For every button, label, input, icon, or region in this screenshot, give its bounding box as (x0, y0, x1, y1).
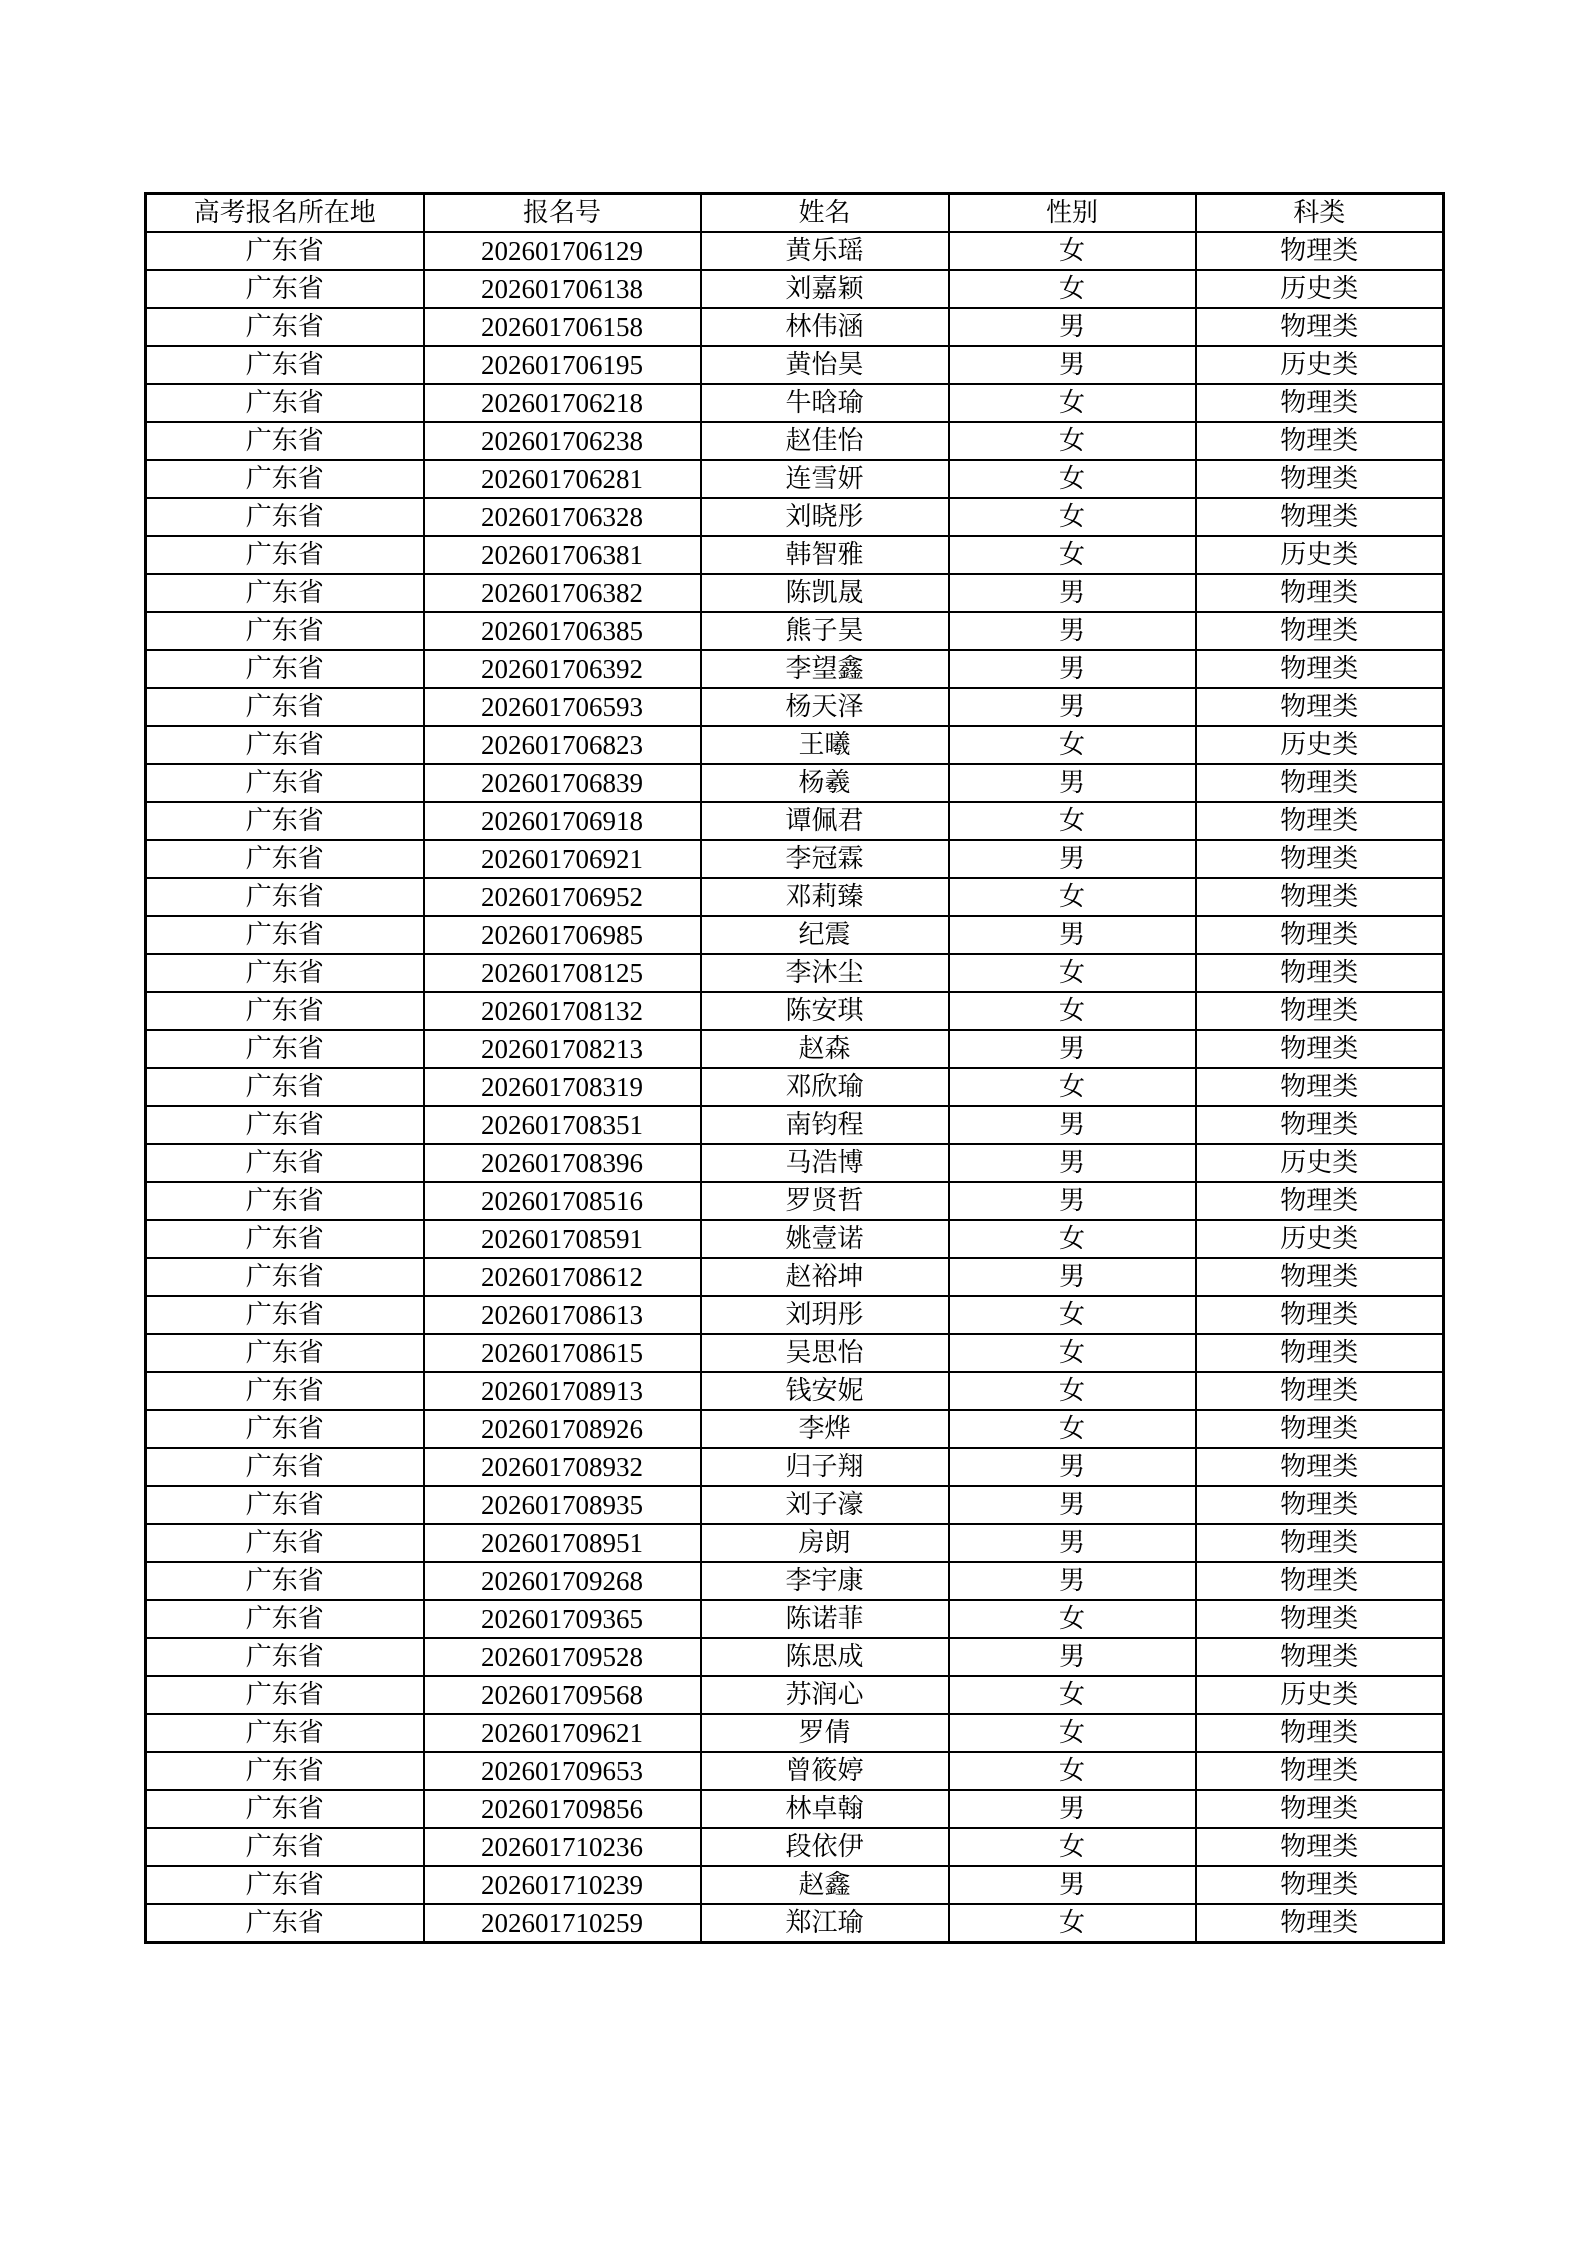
cell-gender: 男 (949, 916, 1196, 954)
cell-name: 连雪妍 (701, 460, 949, 498)
table-header-row (146, 194, 1444, 233)
cell-location: 广东省 (146, 574, 424, 612)
cell-gender: 女 (949, 1296, 1196, 1334)
cell-registration-number: 202601706382 (424, 574, 701, 612)
cell-gender: 男 (949, 1562, 1196, 1600)
cell-name: 熊子昊 (701, 612, 949, 650)
cell-gender: 男 (949, 1030, 1196, 1068)
cell-registration-number: 202601708125 (424, 954, 701, 992)
table-row (146, 764, 1444, 802)
cell-name: 邓莉臻 (701, 878, 949, 916)
table-row (146, 840, 1444, 878)
cell-registration-number: 202601706238 (424, 422, 701, 460)
cell-gender: 男 (949, 1258, 1196, 1296)
cell-subject-category: 物理类 (1196, 574, 1444, 612)
cell-gender: 女 (949, 1220, 1196, 1258)
cell-gender: 男 (949, 612, 1196, 650)
cell-gender: 女 (949, 270, 1196, 308)
cell-registration-number: 202601706218 (424, 384, 701, 422)
cell-subject-category: 物理类 (1196, 1752, 1444, 1790)
candidate-table (144, 192, 1445, 1944)
cell-registration-number: 202601710259 (424, 1904, 701, 1943)
cell-location: 广东省 (146, 346, 424, 384)
cell-location: 广东省 (146, 1562, 424, 1600)
cell-registration-number: 202601706328 (424, 498, 701, 536)
cell-registration-number: 202601706392 (424, 650, 701, 688)
table-row (146, 574, 1444, 612)
cell-name: 杨羲 (701, 764, 949, 802)
table-row (146, 384, 1444, 422)
cell-location: 广东省 (146, 1030, 424, 1068)
cell-location: 广东省 (146, 1714, 424, 1752)
cell-gender: 女 (949, 1714, 1196, 1752)
cell-location: 广东省 (146, 1410, 424, 1448)
table-row (146, 1372, 1444, 1410)
table-row (146, 1334, 1444, 1372)
cell-gender: 男 (949, 1448, 1196, 1486)
cell-subject-category: 物理类 (1196, 840, 1444, 878)
table-row (146, 460, 1444, 498)
cell-location: 广东省 (146, 498, 424, 536)
cell-subject-category: 物理类 (1196, 1600, 1444, 1638)
cell-registration-number: 202601706952 (424, 878, 701, 916)
cell-name: 赵裕坤 (701, 1258, 949, 1296)
cell-name: 陈凯晟 (701, 574, 949, 612)
cell-gender: 女 (949, 726, 1196, 764)
cell-gender: 女 (949, 1904, 1196, 1943)
cell-location: 广东省 (146, 1182, 424, 1220)
table-row (146, 1296, 1444, 1334)
table-row (146, 498, 1444, 536)
cell-subject-category: 历史类 (1196, 346, 1444, 384)
cell-name: 刘晓彤 (701, 498, 949, 536)
table-row (146, 1144, 1444, 1182)
cell-registration-number: 202601706593 (424, 688, 701, 726)
cell-gender: 女 (949, 1600, 1196, 1638)
cell-location: 广东省 (146, 688, 424, 726)
table-row (146, 308, 1444, 346)
cell-name: 李沐尘 (701, 954, 949, 992)
cell-gender: 女 (949, 498, 1196, 536)
cell-name: 黄怡昊 (701, 346, 949, 384)
cell-registration-number: 202601709568 (424, 1676, 701, 1714)
cell-name: 刘嘉颖 (701, 270, 949, 308)
cell-location: 广东省 (146, 1638, 424, 1676)
table-row (146, 1752, 1444, 1790)
cell-name: 郑江瑜 (701, 1904, 949, 1943)
table-row (146, 992, 1444, 1030)
cell-name: 房朗 (701, 1524, 949, 1562)
cell-name: 陈安琪 (701, 992, 949, 1030)
cell-gender: 男 (949, 1144, 1196, 1182)
cell-subject-category: 物理类 (1196, 1372, 1444, 1410)
cell-gender: 女 (949, 954, 1196, 992)
cell-subject-category: 物理类 (1196, 1448, 1444, 1486)
cell-registration-number: 202601709365 (424, 1600, 701, 1638)
cell-gender: 男 (949, 1866, 1196, 1904)
header-name: 姓名 (701, 194, 949, 233)
cell-gender: 女 (949, 802, 1196, 840)
table-row (146, 1828, 1444, 1866)
table-row (146, 270, 1444, 308)
table-row (146, 1106, 1444, 1144)
cell-gender: 女 (949, 232, 1196, 270)
cell-name: 姚壹诺 (701, 1220, 949, 1258)
cell-name: 刘玥彤 (701, 1296, 949, 1334)
table-row (146, 1448, 1444, 1486)
cell-registration-number: 202601708591 (424, 1220, 701, 1258)
cell-gender: 女 (949, 878, 1196, 916)
cell-location: 广东省 (146, 1790, 424, 1828)
cell-name: 牛晗瑜 (701, 384, 949, 422)
cell-subject-category: 物理类 (1196, 1904, 1444, 1943)
cell-gender: 女 (949, 422, 1196, 460)
cell-subject-category: 历史类 (1196, 536, 1444, 574)
cell-gender: 女 (949, 1410, 1196, 1448)
cell-location: 广东省 (146, 1144, 424, 1182)
cell-name: 李烨 (701, 1410, 949, 1448)
cell-subject-category: 物理类 (1196, 1562, 1444, 1600)
cell-name: 李望鑫 (701, 650, 949, 688)
cell-location: 广东省 (146, 1828, 424, 1866)
cell-name: 赵佳怡 (701, 422, 949, 460)
cell-gender: 男 (949, 308, 1196, 346)
table-row (146, 1030, 1444, 1068)
cell-location: 广东省 (146, 650, 424, 688)
cell-location: 广东省 (146, 270, 424, 308)
cell-subject-category: 物理类 (1196, 992, 1444, 1030)
cell-registration-number: 202601709268 (424, 1562, 701, 1600)
table-row (146, 536, 1444, 574)
cell-registration-number: 202601706138 (424, 270, 701, 308)
table-row (146, 422, 1444, 460)
cell-name: 纪震 (701, 916, 949, 954)
cell-registration-number: 202601706195 (424, 346, 701, 384)
cell-subject-category: 物理类 (1196, 1334, 1444, 1372)
cell-registration-number: 202601708319 (424, 1068, 701, 1106)
cell-gender: 女 (949, 536, 1196, 574)
header-subject-category: 科类 (1196, 194, 1444, 233)
cell-gender: 女 (949, 1068, 1196, 1106)
cell-location: 广东省 (146, 612, 424, 650)
header-registration-number: 报名号 (424, 194, 701, 233)
cell-subject-category: 历史类 (1196, 1144, 1444, 1182)
cell-name: 杨天泽 (701, 688, 949, 726)
cell-subject-category: 物理类 (1196, 1524, 1444, 1562)
cell-registration-number: 202601708932 (424, 1448, 701, 1486)
table-row (146, 1714, 1444, 1752)
cell-location: 广东省 (146, 954, 424, 992)
cell-location: 广东省 (146, 1600, 424, 1638)
table-row (146, 1524, 1444, 1562)
cell-gender: 女 (949, 1828, 1196, 1866)
cell-name: 段依伊 (701, 1828, 949, 1866)
cell-registration-number: 202601706823 (424, 726, 701, 764)
table-row (146, 232, 1444, 270)
cell-name: 黄乐瑶 (701, 232, 949, 270)
cell-location: 广东省 (146, 802, 424, 840)
cell-subject-category: 物理类 (1196, 1828, 1444, 1866)
cell-registration-number: 202601708516 (424, 1182, 701, 1220)
cell-gender: 女 (949, 992, 1196, 1030)
cell-location: 广东省 (146, 878, 424, 916)
cell-gender: 男 (949, 1638, 1196, 1676)
cell-name: 钱安妮 (701, 1372, 949, 1410)
cell-name: 李冠霖 (701, 840, 949, 878)
cell-registration-number: 202601708613 (424, 1296, 701, 1334)
cell-registration-number: 202601708926 (424, 1410, 701, 1448)
cell-gender: 男 (949, 1790, 1196, 1828)
header-gender: 性别 (949, 194, 1196, 233)
cell-gender: 男 (949, 1486, 1196, 1524)
table-row (146, 1600, 1444, 1638)
cell-registration-number: 202601706985 (424, 916, 701, 954)
cell-gender: 男 (949, 1182, 1196, 1220)
cell-name: 邓欣瑜 (701, 1068, 949, 1106)
cell-registration-number: 202601706158 (424, 308, 701, 346)
cell-name: 韩智雅 (701, 536, 949, 574)
cell-location: 广东省 (146, 992, 424, 1030)
cell-location: 广东省 (146, 1904, 424, 1943)
cell-gender: 男 (949, 1106, 1196, 1144)
cell-name: 谭佩君 (701, 802, 949, 840)
cell-subject-category: 物理类 (1196, 1106, 1444, 1144)
cell-location: 广东省 (146, 1106, 424, 1144)
table-row (146, 346, 1444, 384)
cell-subject-category: 物理类 (1196, 308, 1444, 346)
cell-location: 广东省 (146, 384, 424, 422)
cell-subject-category: 物理类 (1196, 232, 1444, 270)
cell-registration-number: 202601708132 (424, 992, 701, 1030)
cell-name: 吴思怡 (701, 1334, 949, 1372)
cell-gender: 男 (949, 840, 1196, 878)
cell-location: 广东省 (146, 460, 424, 498)
table-row (146, 1638, 1444, 1676)
cell-subject-category: 物理类 (1196, 688, 1444, 726)
table-row (146, 1866, 1444, 1904)
cell-name: 曾筱婷 (701, 1752, 949, 1790)
cell-name: 赵鑫 (701, 1866, 949, 1904)
cell-name: 王曦 (701, 726, 949, 764)
cell-registration-number: 202601706129 (424, 232, 701, 270)
cell-subject-category: 历史类 (1196, 270, 1444, 308)
cell-location: 广东省 (146, 1068, 424, 1106)
cell-name: 苏润心 (701, 1676, 949, 1714)
cell-location: 广东省 (146, 232, 424, 270)
table-row (146, 1486, 1444, 1524)
cell-registration-number: 202601706918 (424, 802, 701, 840)
cell-name: 马浩博 (701, 1144, 949, 1182)
table-row (146, 612, 1444, 650)
cell-registration-number: 202601709856 (424, 1790, 701, 1828)
cell-gender: 男 (949, 1524, 1196, 1562)
table-row (146, 650, 1444, 688)
cell-location: 广东省 (146, 1296, 424, 1334)
cell-subject-category: 物理类 (1196, 954, 1444, 992)
cell-subject-category: 物理类 (1196, 460, 1444, 498)
cell-location: 广东省 (146, 422, 424, 460)
cell-subject-category: 物理类 (1196, 1486, 1444, 1524)
cell-name: 李宇康 (701, 1562, 949, 1600)
cell-gender: 男 (949, 688, 1196, 726)
cell-gender: 女 (949, 460, 1196, 498)
cell-gender: 女 (949, 1372, 1196, 1410)
cell-subject-category: 物理类 (1196, 650, 1444, 688)
cell-gender: 男 (949, 764, 1196, 802)
table-row (146, 954, 1444, 992)
cell-name: 赵森 (701, 1030, 949, 1068)
cell-subject-category: 物理类 (1196, 1068, 1444, 1106)
table-row (146, 1258, 1444, 1296)
cell-location: 广东省 (146, 1372, 424, 1410)
table-row (146, 726, 1444, 764)
cell-location: 广东省 (146, 1676, 424, 1714)
cell-name: 罗倩 (701, 1714, 949, 1752)
cell-subject-category: 历史类 (1196, 1676, 1444, 1714)
table-row (146, 1068, 1444, 1106)
cell-name: 林卓翰 (701, 1790, 949, 1828)
table-row (146, 1220, 1444, 1258)
cell-location: 广东省 (146, 1486, 424, 1524)
cell-name: 陈思成 (701, 1638, 949, 1676)
cell-subject-category: 物理类 (1196, 764, 1444, 802)
cell-location: 广东省 (146, 1258, 424, 1296)
cell-registration-number: 202601709653 (424, 1752, 701, 1790)
cell-gender: 男 (949, 346, 1196, 384)
cell-registration-number: 202601706839 (424, 764, 701, 802)
cell-gender: 女 (949, 1334, 1196, 1372)
cell-registration-number: 202601708951 (424, 1524, 701, 1562)
cell-subject-category: 物理类 (1196, 1410, 1444, 1448)
cell-registration-number: 202601709528 (424, 1638, 701, 1676)
cell-subject-category: 物理类 (1196, 1258, 1444, 1296)
table-row (146, 688, 1444, 726)
cell-location: 广东省 (146, 1524, 424, 1562)
cell-gender: 男 (949, 574, 1196, 612)
table-row (146, 878, 1444, 916)
cell-location: 广东省 (146, 1866, 424, 1904)
cell-name: 陈诺菲 (701, 1600, 949, 1638)
cell-location: 广东省 (146, 1334, 424, 1372)
cell-subject-category: 历史类 (1196, 1220, 1444, 1258)
cell-gender: 女 (949, 1676, 1196, 1714)
cell-registration-number: 202601708396 (424, 1144, 701, 1182)
table-row (146, 802, 1444, 840)
header-location: 高考报名所在地 (146, 194, 424, 233)
cell-subject-category: 物理类 (1196, 498, 1444, 536)
cell-subject-category: 物理类 (1196, 612, 1444, 650)
cell-subject-category: 物理类 (1196, 384, 1444, 422)
table-row (146, 916, 1444, 954)
cell-registration-number: 202601706281 (424, 460, 701, 498)
cell-subject-category: 物理类 (1196, 802, 1444, 840)
cell-gender: 男 (949, 650, 1196, 688)
cell-registration-number: 202601708351 (424, 1106, 701, 1144)
cell-registration-number: 202601708612 (424, 1258, 701, 1296)
cell-name: 南钧程 (701, 1106, 949, 1144)
cell-subject-category: 物理类 (1196, 1638, 1444, 1676)
cell-subject-category: 历史类 (1196, 726, 1444, 764)
cell-subject-category: 物理类 (1196, 878, 1444, 916)
cell-name: 罗贤哲 (701, 1182, 949, 1220)
cell-location: 广东省 (146, 536, 424, 574)
cell-registration-number: 202601708913 (424, 1372, 701, 1410)
cell-subject-category: 物理类 (1196, 916, 1444, 954)
table-row (146, 1904, 1444, 1943)
cell-subject-category: 物理类 (1196, 1296, 1444, 1334)
cell-subject-category: 物理类 (1196, 1790, 1444, 1828)
cell-registration-number: 202601706385 (424, 612, 701, 650)
cell-location: 广东省 (146, 1752, 424, 1790)
cell-registration-number: 202601708615 (424, 1334, 701, 1372)
cell-registration-number: 202601710239 (424, 1866, 701, 1904)
cell-name: 林伟涵 (701, 308, 949, 346)
cell-location: 广东省 (146, 1220, 424, 1258)
cell-subject-category: 物理类 (1196, 1714, 1444, 1752)
table-row (146, 1676, 1444, 1714)
cell-subject-category: 物理类 (1196, 1030, 1444, 1068)
table-row (146, 1410, 1444, 1448)
cell-location: 广东省 (146, 916, 424, 954)
cell-location: 广东省 (146, 308, 424, 346)
cell-gender: 女 (949, 384, 1196, 422)
cell-registration-number: 202601708935 (424, 1486, 701, 1524)
cell-subject-category: 物理类 (1196, 1182, 1444, 1220)
cell-location: 广东省 (146, 840, 424, 878)
cell-location: 广东省 (146, 764, 424, 802)
cell-registration-number: 202601706921 (424, 840, 701, 878)
cell-gender: 女 (949, 1752, 1196, 1790)
cell-registration-number: 202601706381 (424, 536, 701, 574)
cell-registration-number: 202601710236 (424, 1828, 701, 1866)
cell-subject-category: 物理类 (1196, 422, 1444, 460)
cell-location: 广东省 (146, 1448, 424, 1486)
cell-registration-number: 202601708213 (424, 1030, 701, 1068)
table-row (146, 1182, 1444, 1220)
cell-registration-number: 202601709621 (424, 1714, 701, 1752)
cell-name: 刘子濠 (701, 1486, 949, 1524)
table-row (146, 1562, 1444, 1600)
table-row (146, 1790, 1444, 1828)
table-body (146, 232, 1444, 1943)
cell-subject-category: 物理类 (1196, 1866, 1444, 1904)
cell-location: 广东省 (146, 726, 424, 764)
cell-name: 归子翔 (701, 1448, 949, 1486)
